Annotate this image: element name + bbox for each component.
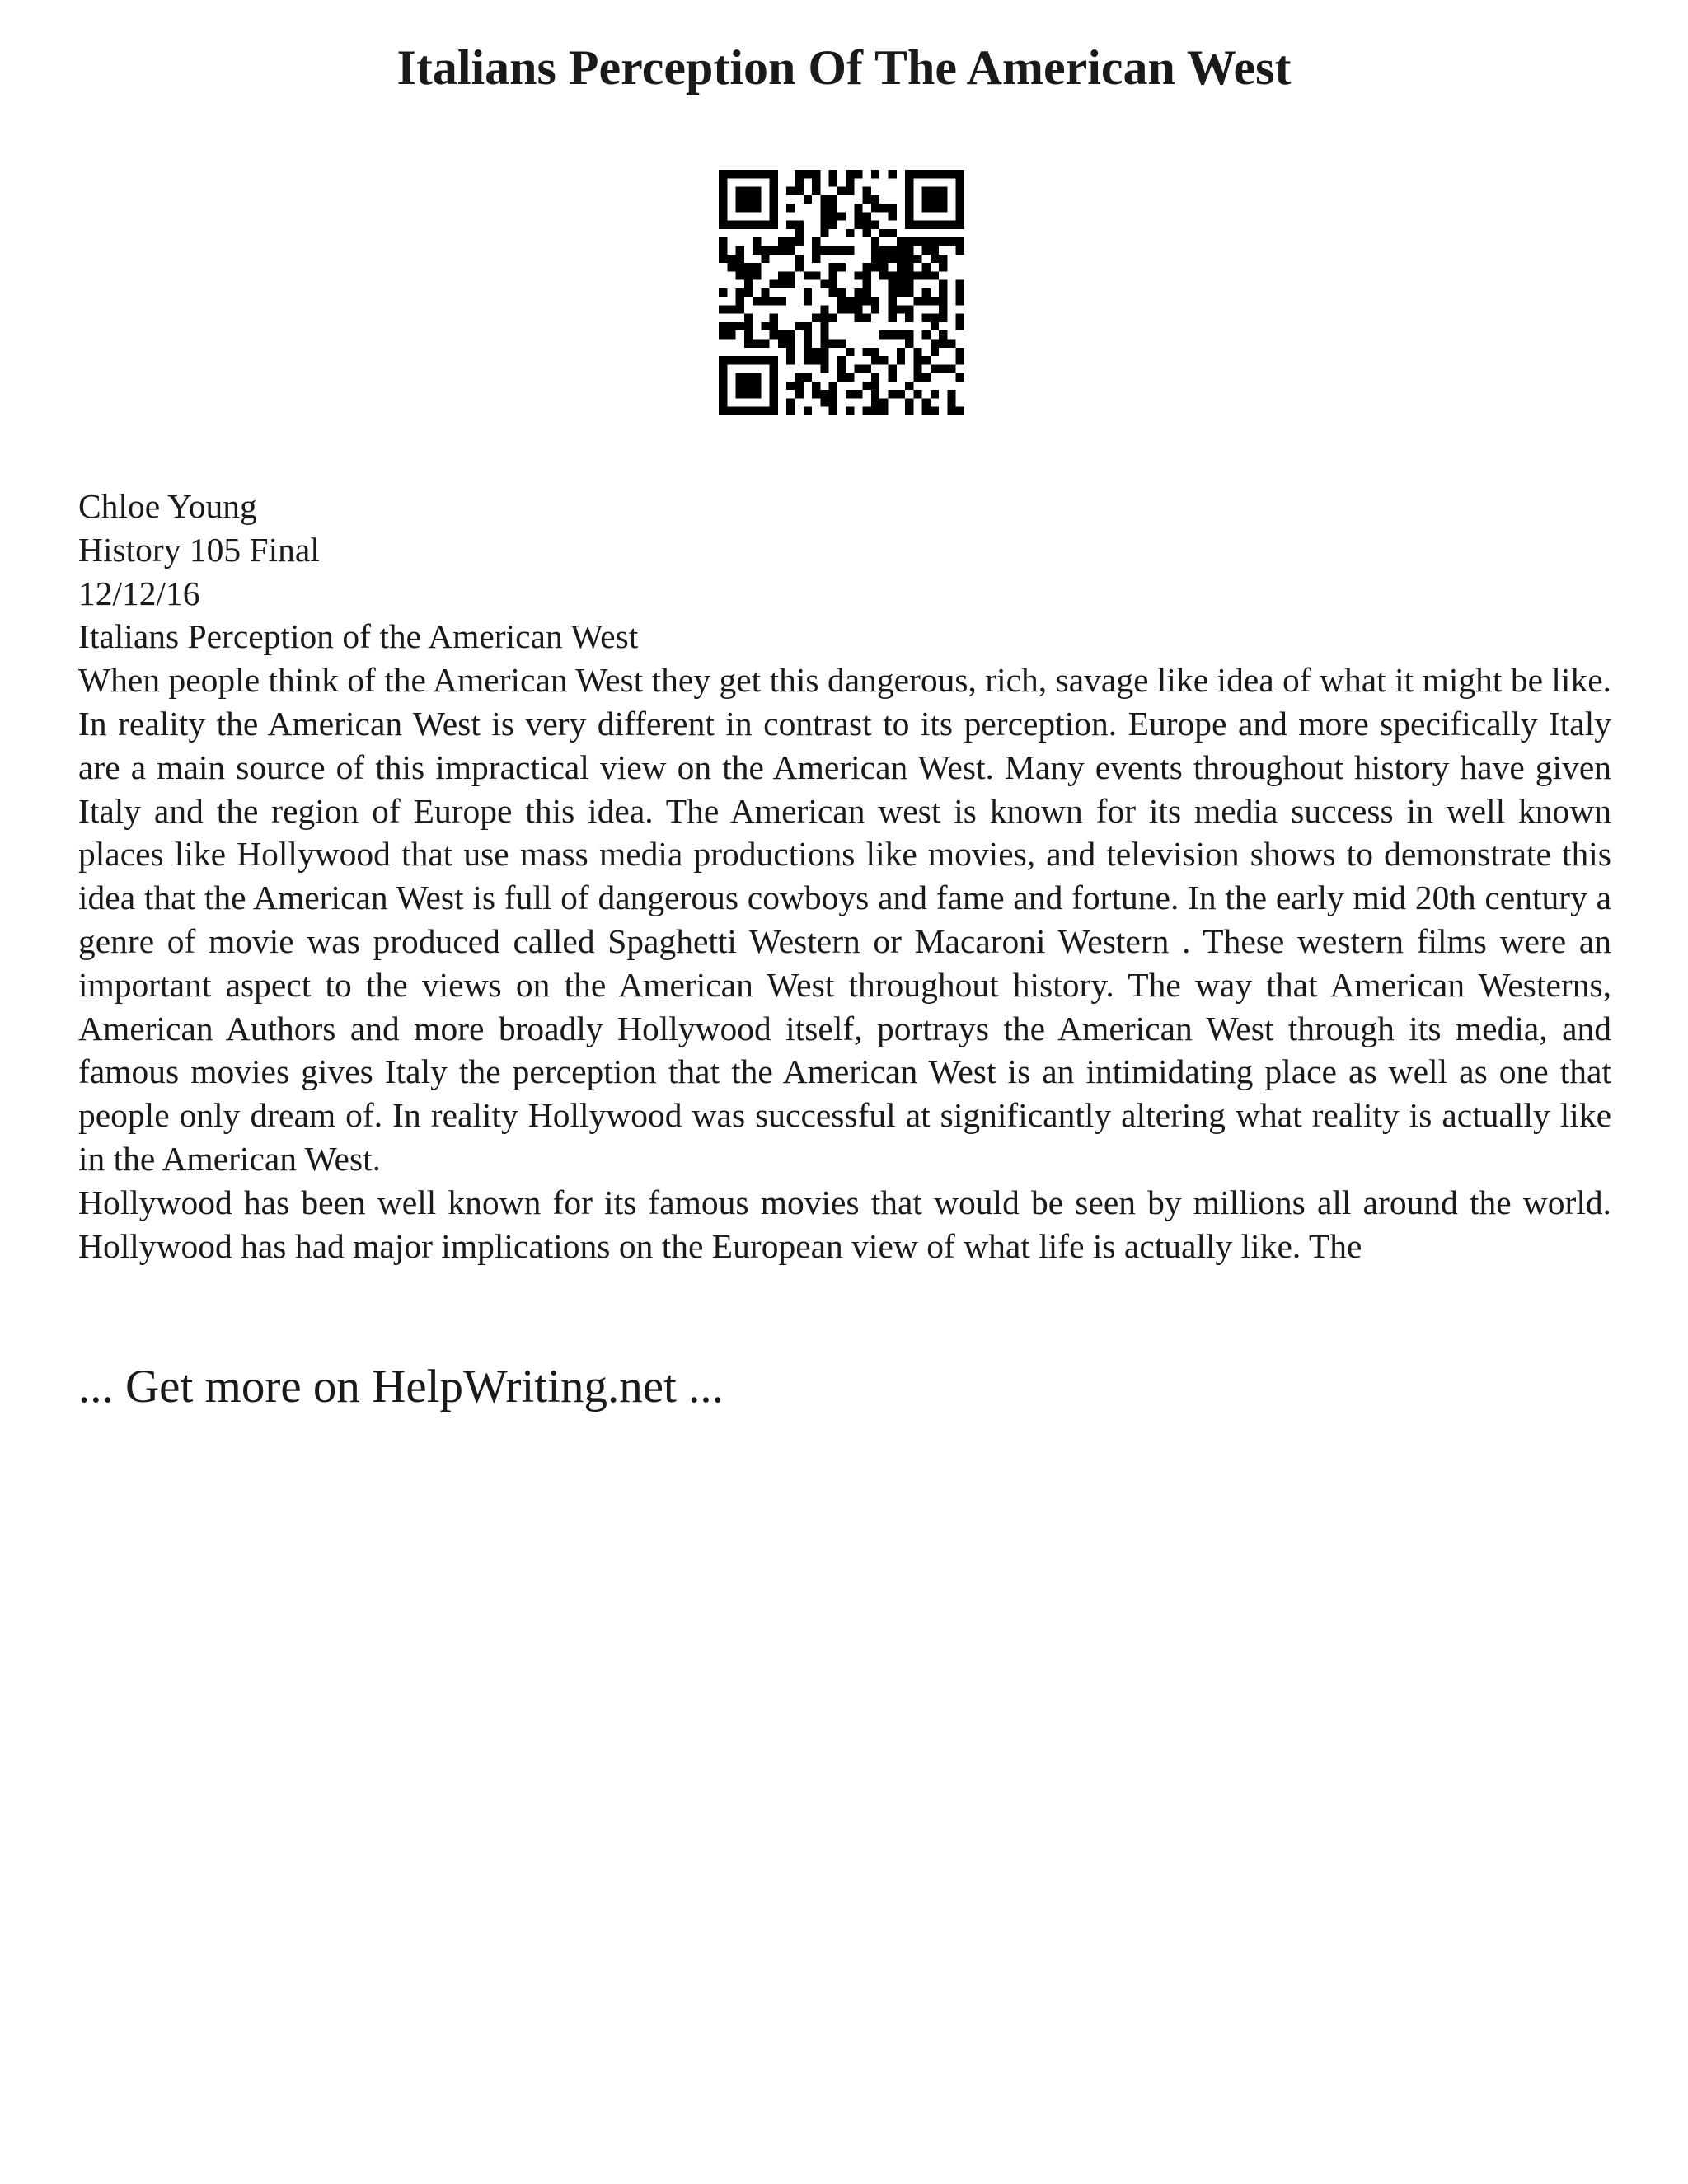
- body-paragraph-1: When people think of the American West they get this dangerous, rich, savage like idea of what it might be like. In reality the American West is very different in contrast to its perception. Europe and more specifically Italy are a main source of this impractical view on the American West. Many events throughout history have given Italy and the region of Europe this idea. The American west is known for its media success in well known places like Hollywood that use mass media productions like movies, and television shows to demonstrate this idea that the American West is full of dangerous cowboys and fame and fortune. In the early mid 20th century a genre of movie was produced called Spaghetti Western or Macaroni Western . These western films were an important aspect to the views on the American West throughout history. The way that American Westerns, American Authors and more broadly Hollywood itself, portrays the American West through its media, and famous movies gives Italy the perception that the American West is an intimidating place as well as one that people only dream of. In reality Hollywood was successful at significantly altering what reality is actually like in the American West.: [78, 661, 1611, 1178]
- essay-title: Italians Perception of the American West: [78, 617, 639, 656]
- page-title: Italians Perception Of The American West: [396, 40, 1292, 95]
- qr-code-icon: [719, 170, 964, 415]
- author-name: Chloe Young: [78, 487, 257, 525]
- course-name: History 105 Final: [78, 530, 320, 569]
- document-date: 12/12/16: [78, 574, 200, 612]
- document-body: [78, 485, 1611, 1268]
- qr-code: [719, 170, 964, 415]
- get-more-link[interactable]: ... Get more on HelpWriting.net ...: [78, 1361, 724, 1413]
- body-paragraph-2: Hollywood has been well known for its famous movies that would be seen by millions all around the world. Hollywood has had major implications on the European view of what life is actually like. The: [78, 1183, 1611, 1265]
